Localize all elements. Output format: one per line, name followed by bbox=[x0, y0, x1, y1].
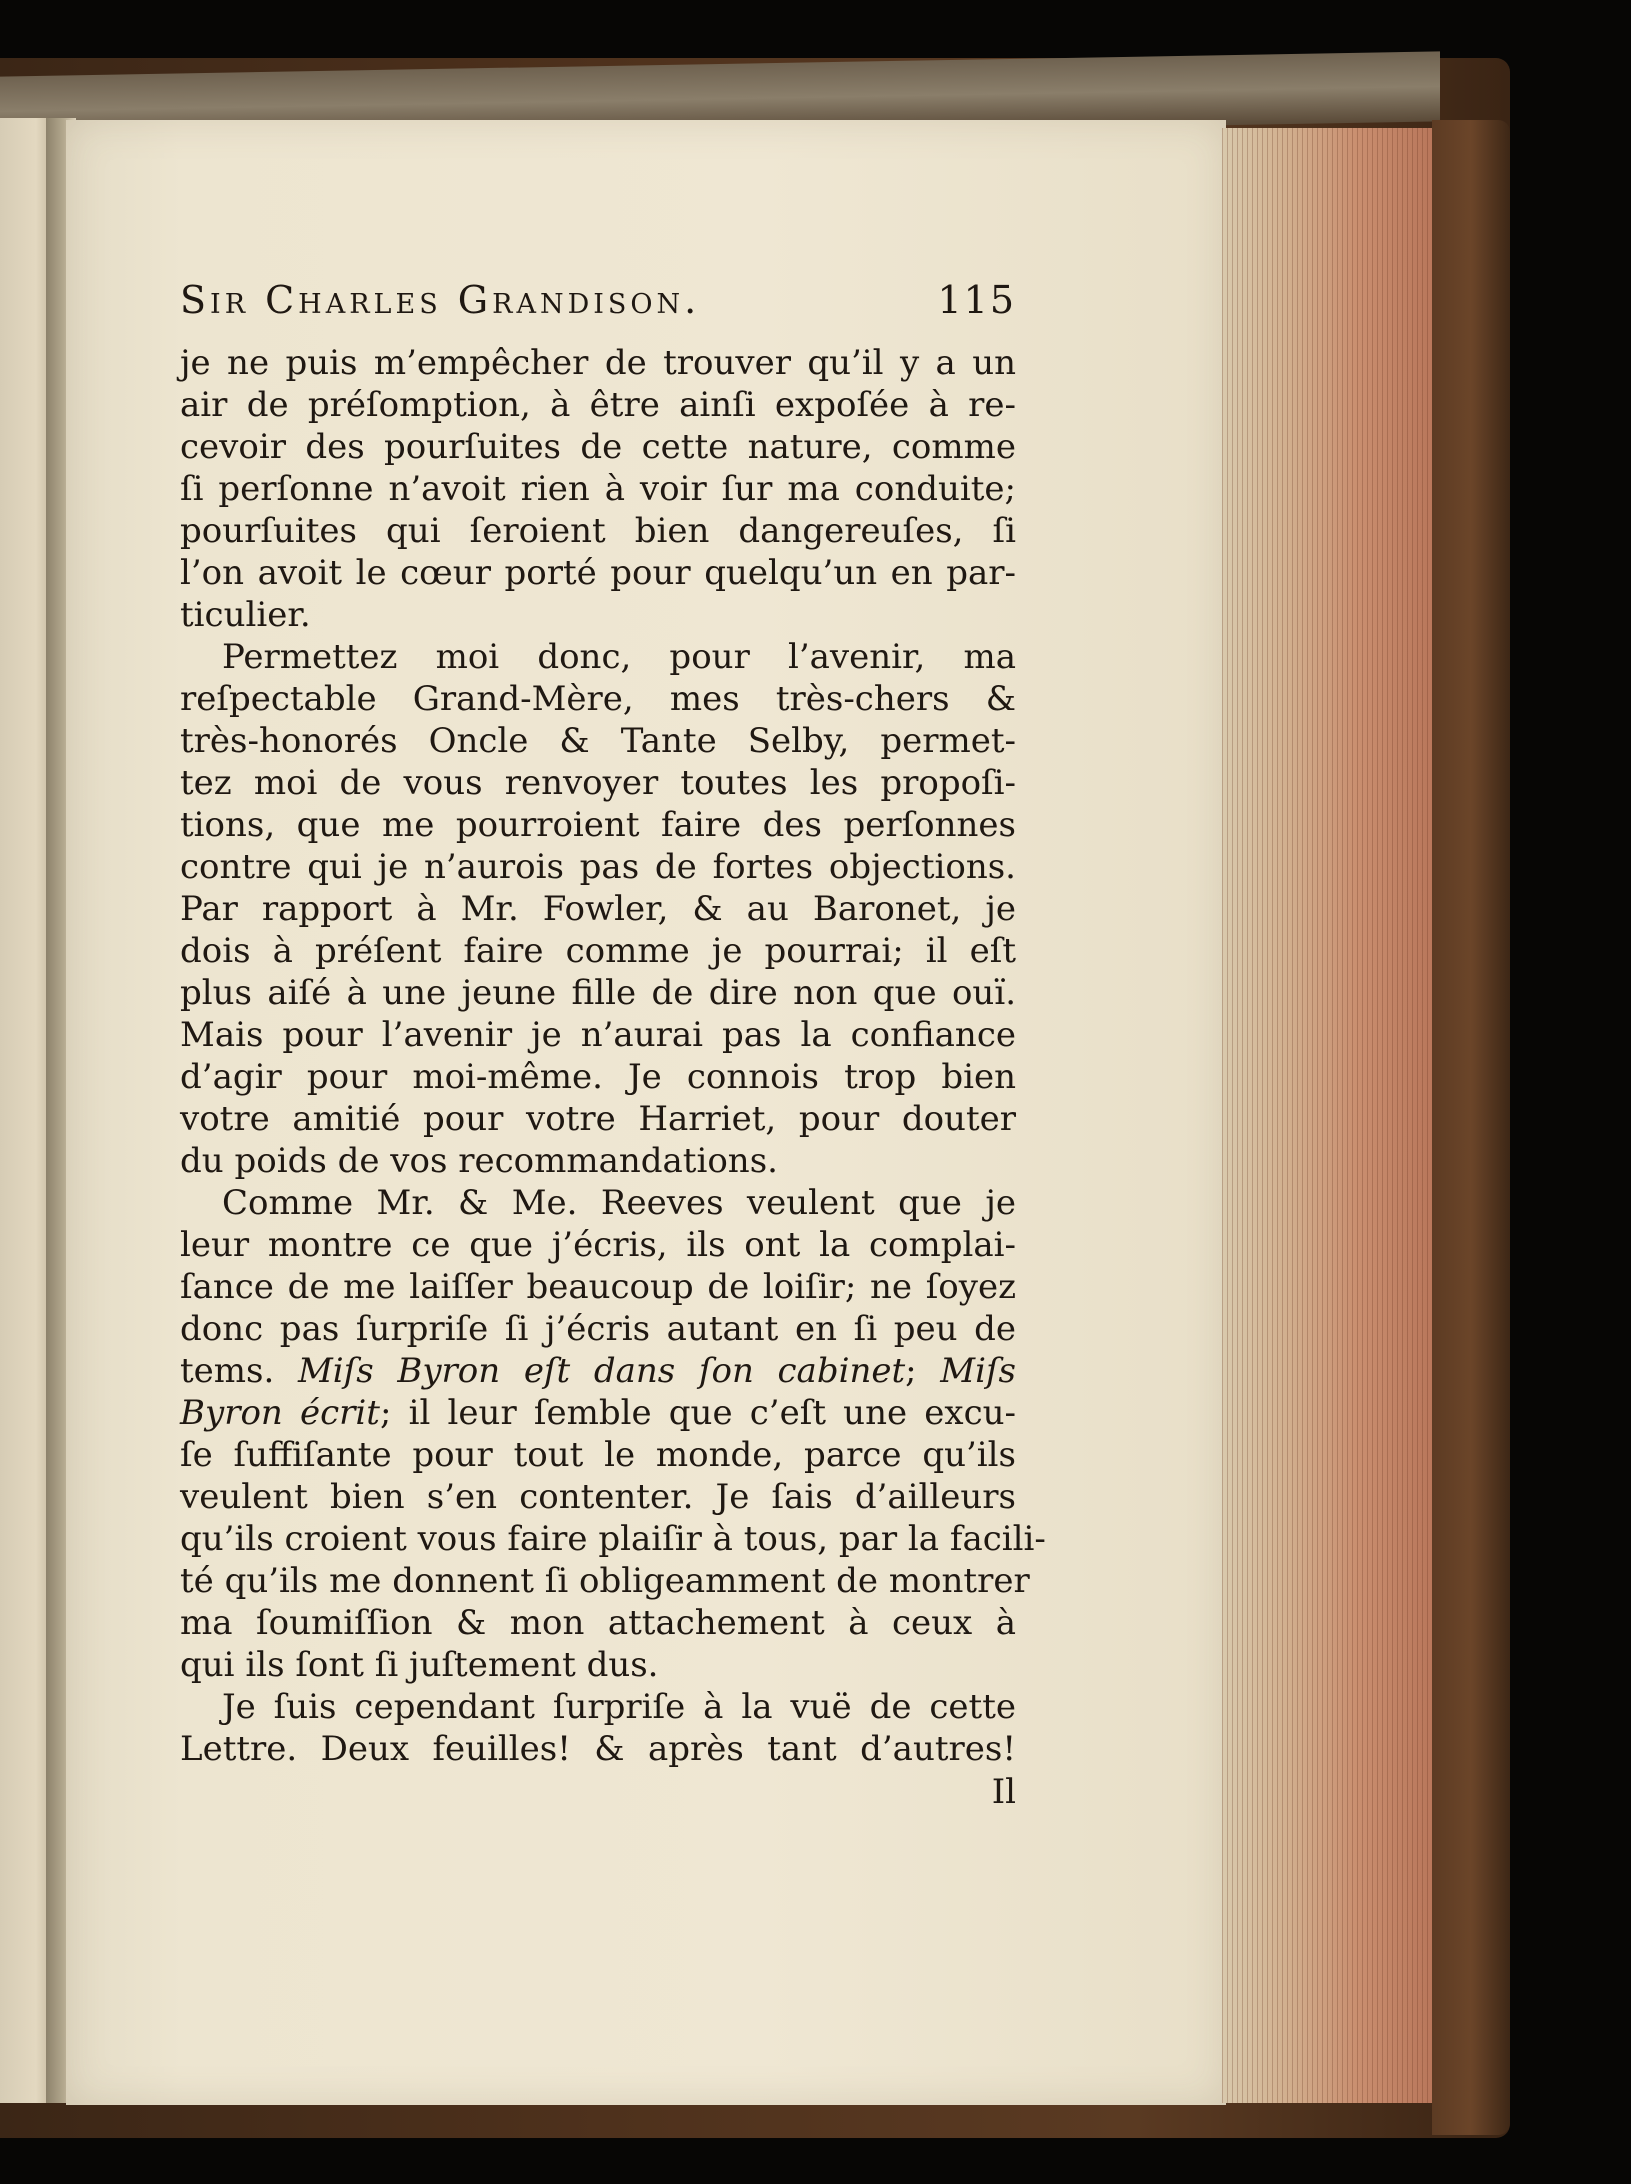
text-line bbox=[180, 1014, 1016, 1056]
text-run: dois à préſent faire comme je pourrai; il eſt bbox=[180, 931, 1016, 971]
text-line bbox=[180, 1728, 1016, 1770]
body-text bbox=[180, 342, 1046, 1770]
text-line bbox=[180, 1392, 1016, 1434]
text-line bbox=[180, 636, 1016, 678]
text-line bbox=[180, 678, 1016, 720]
text-line bbox=[180, 1140, 1016, 1182]
text-line bbox=[180, 1056, 1016, 1098]
text-run: pourſuites qui ſeroient bien dangereuſes, ſi bbox=[180, 511, 1016, 551]
text-run: Lettre. Deux feuilles! & après tant d’autres! bbox=[180, 1729, 1016, 1769]
text-line bbox=[180, 384, 1016, 426]
text-line bbox=[180, 510, 1016, 552]
text-line bbox=[180, 888, 1016, 930]
text-block bbox=[180, 278, 1046, 1814]
text-line bbox=[180, 342, 1016, 384]
italic-run: Miſs bbox=[940, 1351, 1017, 1391]
text-line bbox=[180, 1602, 1016, 1644]
text-run: votre amitié pour votre Harriet, pour douter bbox=[180, 1099, 1016, 1139]
text-line bbox=[180, 762, 1016, 804]
text-line bbox=[180, 1434, 1016, 1476]
page-number: 115 bbox=[937, 278, 1016, 322]
text-run: Par rapport à Mr. Fowler, & au Baronet, je bbox=[180, 889, 1016, 929]
text-run: ſe ſuffiſante pour tout le monde, parce qu’ils bbox=[180, 1435, 1016, 1475]
text-run: tez moi de vous renvoyer toutes les propoſi- bbox=[180, 763, 1016, 803]
text-run: tions, que me pourroient faire des perſonnes bbox=[180, 805, 1016, 845]
text-line bbox=[180, 468, 1016, 510]
text-run: je ne puis m’empêcher de trouver qu’il y a un bbox=[180, 343, 1016, 383]
text-run: ; bbox=[905, 1351, 941, 1391]
text-line bbox=[180, 1560, 1030, 1602]
text-run: l’on avoit le cœur porté pour quelqu’un en par- bbox=[180, 553, 1016, 593]
text-run: donc pas ſurpriſe ſi j’écris autant en ſi peu de bbox=[180, 1309, 1016, 1349]
text-run: cevoir des pourſuites de cette nature, comme bbox=[180, 427, 1016, 467]
italic-run: Miſs Byron eſt dans ſon cabinet bbox=[297, 1351, 906, 1391]
text-run: té qu’ils me donnent ſi obligeamment de montrer bbox=[180, 1561, 1030, 1601]
text-run: ma ſoumiſſion & mon attachement à ceux à bbox=[180, 1603, 1016, 1643]
text-line bbox=[180, 552, 1016, 594]
text-run: leur montre ce que j’écris, ils ont la complai- bbox=[180, 1225, 1016, 1265]
text-run: tems. bbox=[180, 1351, 298, 1391]
text-run: ſance de me laiſſer beaucoup de loiſir; ne ſoyez bbox=[180, 1267, 1016, 1307]
back-cover-edge bbox=[1432, 120, 1510, 2135]
text-run: ticulier. bbox=[180, 595, 311, 635]
text-run: ſi perſonne n’avoit rien à voir ſur ma conduite; bbox=[180, 469, 1016, 509]
text-line bbox=[180, 1644, 1016, 1686]
italic-run: Byron écrit bbox=[180, 1393, 380, 1433]
text-line bbox=[180, 1224, 1016, 1266]
text-line bbox=[180, 1098, 1016, 1140]
text-run: ; il leur ſemble que c’eſt une excu- bbox=[379, 1393, 1016, 1433]
text-line bbox=[180, 1686, 1016, 1728]
catchword: Il bbox=[991, 1772, 1016, 1812]
text-run: Comme Mr. & Me. Reeves veulent que je bbox=[222, 1183, 1016, 1223]
page-block-fore-edge bbox=[1222, 128, 1432, 2103]
text-run: contre qui je n’aurois pas de fortes objections. bbox=[180, 847, 1016, 887]
running-head bbox=[180, 278, 1016, 336]
text-run: reſpectable Grand-Mère, mes très-chers & bbox=[180, 679, 1016, 719]
text-run: veulent bien s’en contenter. Je ſais d’ailleurs bbox=[180, 1477, 1016, 1517]
text-run: Permettez moi donc, pour l’avenir, ma bbox=[222, 637, 1016, 677]
text-line bbox=[180, 1476, 1016, 1518]
running-head-title: Sir Charles Grandison. bbox=[180, 278, 701, 322]
text-run: qu’ils croient vous faire plaiſir à tous, par la facili- bbox=[180, 1519, 1046, 1559]
text-line bbox=[180, 426, 1016, 468]
text-run: plus aiſé à une jeune fille de dire non que ouï. bbox=[180, 973, 1016, 1013]
text-run: d’agir pour moi-même. Je connois trop bien bbox=[180, 1057, 1016, 1097]
text-run: Je ſuis cependant ſurpriſe à la vuë de cette bbox=[222, 1687, 1016, 1727]
text-run: du poids de vos recommandations. bbox=[180, 1141, 778, 1181]
text-line bbox=[180, 846, 1016, 888]
text-run: air de préſomption, à être ainſi expoſée à re- bbox=[180, 385, 1016, 425]
text-line bbox=[180, 1308, 1016, 1350]
text-line bbox=[180, 930, 1016, 972]
text-line bbox=[180, 1266, 1016, 1308]
text-line bbox=[180, 1182, 1016, 1224]
text-line bbox=[180, 804, 1016, 846]
text-run: très-honorés Oncle & Tante Selby, permet- bbox=[180, 721, 1016, 761]
text-line bbox=[180, 1518, 1046, 1560]
text-line bbox=[180, 594, 1016, 636]
text-run: qui ils ſont ſi juſtement dus. bbox=[180, 1645, 659, 1685]
text-line bbox=[180, 972, 1016, 1014]
text-line bbox=[180, 720, 1016, 762]
text-run: Mais pour l’avenir je n’aurai pas la confiance bbox=[180, 1015, 1016, 1055]
text-line bbox=[180, 1350, 1016, 1392]
